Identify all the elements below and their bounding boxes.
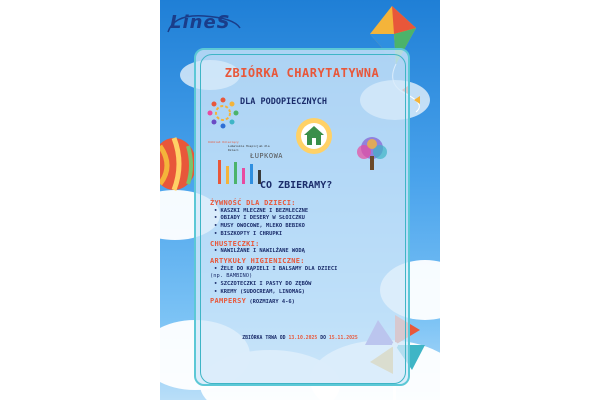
list-item: • BISZKOPTY I CHRUPKI	[214, 230, 283, 237]
charity-poster	[160, 0, 440, 400]
list-item: • OBIADY I DESERY W SŁOICZKU	[214, 215, 305, 222]
hospice-line1: Oddział Dziecięcy	[208, 140, 239, 144]
bar	[226, 166, 229, 184]
tree-icon	[350, 134, 394, 178]
pampers-note: (ROZMIARY 4-6)	[249, 299, 295, 306]
food-heading: ŻYWNOŚĆ DLA DZIECI:	[210, 199, 296, 207]
wipes-heading: CHUSTECZKI:	[210, 239, 260, 248]
footer-prefix: ZBIÓRKA TRWA OD	[242, 336, 286, 341]
bar	[234, 162, 237, 184]
list-item: • SZCZOTECZKI I PASTY DO ZĘBÓW	[214, 281, 312, 288]
list-item-note: (np. BAMBINO)	[210, 273, 253, 280]
children-circle-icon	[206, 96, 240, 130]
bar	[250, 164, 253, 184]
list-item: • KREMY (SUDOCREAM, LINOMAG)	[214, 288, 305, 295]
poster-subtitle: DLA PODOPIECZNYCH	[240, 97, 327, 107]
start-date: 13.10.2025	[288, 336, 318, 341]
hospice-name: ŁUPKOWA	[250, 152, 284, 160]
list-item: • KASZKI MLECZNE I BEZMLECZNE	[214, 207, 309, 214]
collect-question: CO ZBIERAMY?	[260, 180, 333, 191]
hospice-line2: Lubelskie Hospicjum dla Dzieci	[228, 144, 270, 152]
list-item: • NAWILŻANE I NAWILŻANE WODĄ	[214, 248, 305, 255]
hospice-bars-logo	[218, 160, 266, 184]
poster-title: ZBIÓRKA CHARYTATYWNA	[224, 66, 380, 80]
pampers-heading: PAMPERSY	[210, 297, 247, 306]
list-item: • MUSY OWOCOWE, MLEKO BEBIKO	[214, 223, 305, 230]
bar	[218, 160, 221, 184]
sun-house-icon	[292, 114, 336, 158]
lines-logo: LineS	[170, 12, 231, 33]
end-date: 15.11.2025	[328, 336, 358, 341]
footer-mid: DO	[320, 336, 326, 341]
hospice-label	[208, 140, 270, 152]
collection-dates	[194, 336, 406, 341]
logo-swoosh-icon	[164, 10, 244, 38]
hygiene-heading: ARTYKUŁY HIGIENICZNE:	[210, 256, 305, 265]
list-item: • ŻELE DO KĄPIELI I BALSAMY DLA DZIECI	[214, 265, 338, 272]
bar	[242, 168, 245, 184]
collection-list	[210, 198, 390, 307]
